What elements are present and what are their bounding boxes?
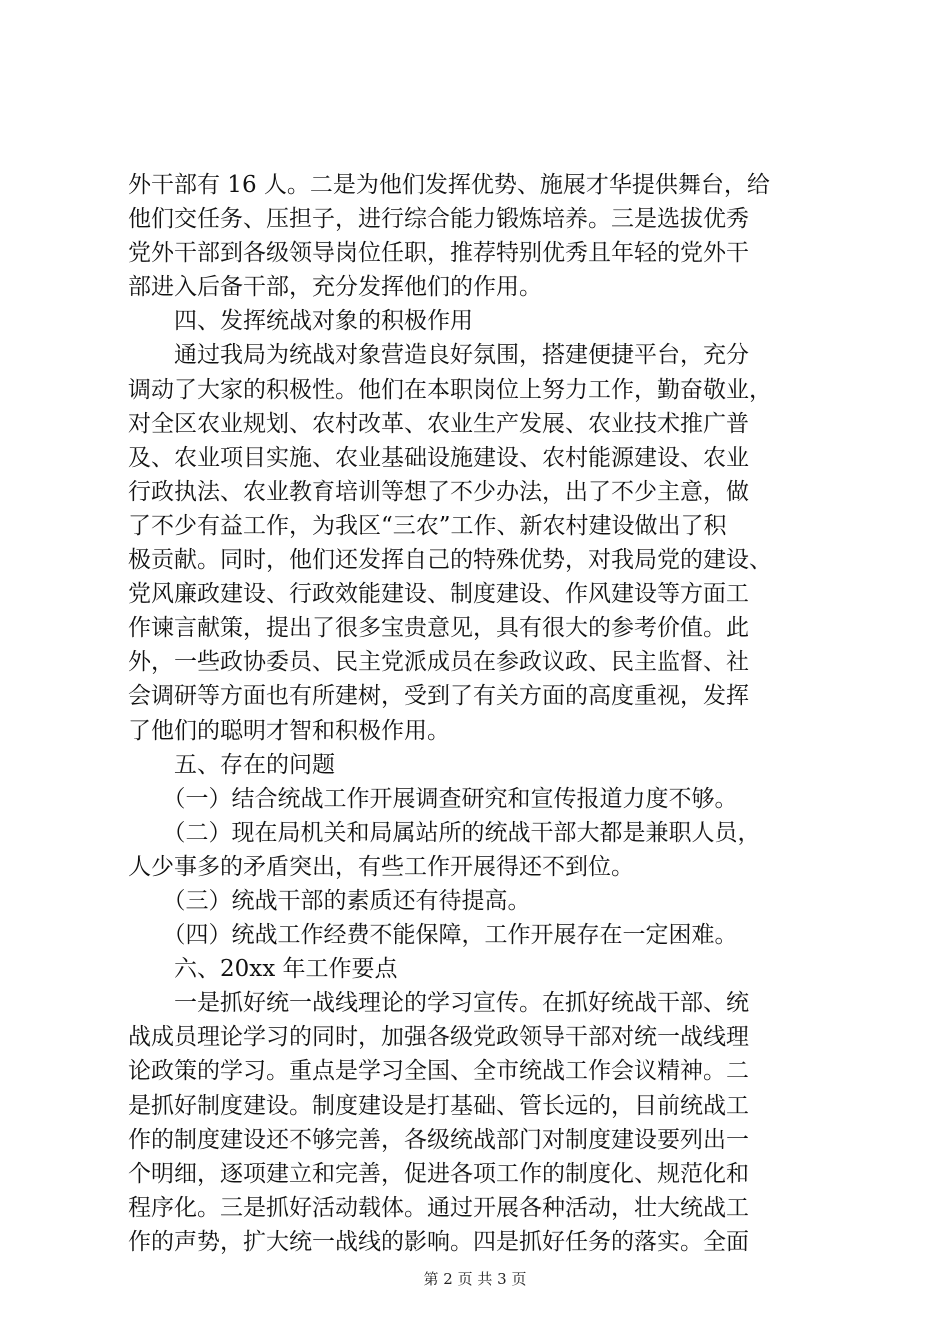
text-line: 战成员理论学习的同时，加强各级党政领导干部对统一战线理 [128, 1024, 749, 1051]
text-line: 他们交任务、压担子，进行综合能力锻炼培养。三是选拔优秀 [128, 206, 749, 233]
text-line: 及、农业项目实施、农业基础设施建设、农村能源建设、农业 [128, 444, 749, 471]
text-line: 会调研等方面也有所建树，受到了有关方面的高度重视，发挥 [128, 683, 749, 710]
text-line: 外，一些政协委员、民主党派成员在参政议政、民主监督、社 [128, 649, 749, 676]
text-line: 党风廉政建设、行政效能建设、制度建设、作风建设等方面工 [128, 581, 749, 608]
text-line: 了他们的聪明才智和积极作用。 [128, 717, 450, 744]
text-line: （三）统战干部的素质还有待提高。 [128, 887, 531, 914]
text-line: 极贡献。同时，他们还发挥自己的特殊优势，对我局党的建设、 [128, 547, 772, 574]
text-line: 个明细，逐项建立和完善，促进各项工作的制度化、规范化和 [128, 1160, 749, 1187]
text-line: 行政执法、农业教育培训等想了不少办法，出了不少主意，做 [128, 478, 749, 505]
text-line: 了不少有益工作，为我区“三农”工作、新农村建设做出了积 [128, 512, 727, 539]
text-line: 作的制度建设还不够完善，各级统战部门对制度建设要列出一 [128, 1126, 749, 1153]
text-line: 部进入后备干部，充分发挥他们的作用。 [128, 274, 542, 301]
section-heading: 五、存在的问题 [128, 751, 335, 778]
text-line: 论政策的学习。重点是学习全国、全市统战工作会议精神。二 [128, 1058, 749, 1085]
text-line: 调动了大家的积极性。他们在本职岗位上努力工作，勤奋敬业， [128, 376, 772, 403]
text-line: 党外干部到各级领导岗位任职，推荐特别优秀且年轻的党外干 [128, 240, 749, 267]
body-text [128, 168, 836, 1259]
text-line: 作谏言献策，提出了很多宝贵意见，具有很大的参考价值。此 [128, 615, 749, 642]
text-line: （四）统战工作经费不能保障，工作开展存在一定困难。 [128, 922, 738, 949]
text-line: （一）结合统战工作开展调查研究和宣传报道力度不够。 [128, 785, 738, 812]
text-line: 外干部有 16 人。二是为他们发挥优势、施展才华提供舞台，给 [128, 172, 770, 198]
text-line: 是抓好制度建设。制度建设是打基础、管长远的，目前统战工 [128, 1092, 749, 1119]
text-line: 作的声势，扩大统一战线的影响。四是抓好任务的落实。全面 [128, 1228, 749, 1255]
text-line: 对全区农业规划、农村改革、农业生产发展、农业技术推广普 [128, 410, 749, 437]
section-heading: 六、20xx 年工作要点 [128, 956, 398, 983]
text-line: 通过我局为统战对象营造良好氛围，搭建便捷平台，充分 [128, 342, 749, 369]
text-line: 人少事多的矛盾突出，有些工作开展得还不到位。 [128, 853, 634, 880]
text-line: （二）现在局机关和局属站所的统战干部大都是兼职人员， [128, 819, 761, 846]
text-line: 一是抓好统一战线理论的学习宣传。在抓好统战干部、统 [128, 990, 749, 1017]
section-heading: 四、发挥统战对象的积极作用 [128, 308, 473, 335]
text-line: 程序化。三是抓好活动载体。通过开展各种活动，壮大统战工 [128, 1194, 749, 1221]
page-number-footer: 第 2 页 共 3 页 [423, 1270, 527, 1288]
